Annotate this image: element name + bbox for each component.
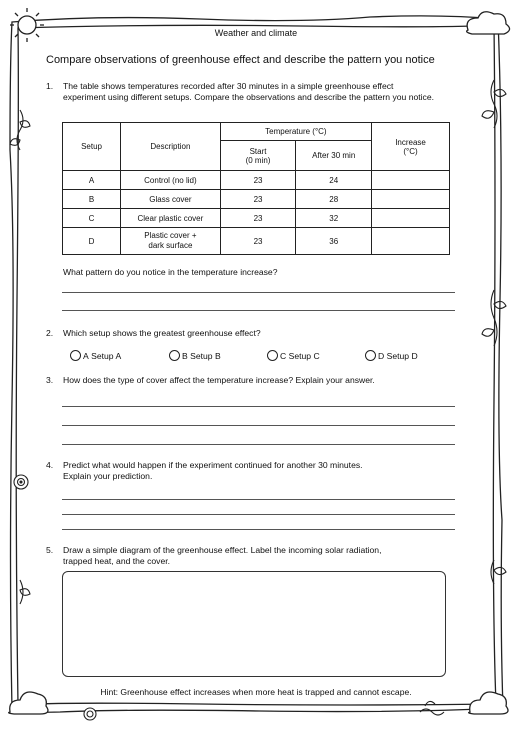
option-letter: D bbox=[378, 350, 385, 361]
header-increase: Increase (°C) bbox=[372, 123, 450, 171]
start-temp-cell: 23 bbox=[220, 228, 296, 255]
option-letter: B bbox=[182, 350, 188, 361]
question-number: 5. bbox=[46, 545, 54, 555]
question-number: 4. bbox=[46, 460, 54, 470]
question-text: The table shows temperatures recorded after 30 minutes in a simple greenhouse effect experiment using different setups. Compare the observations and describe the pattern you notice. bbox=[63, 81, 435, 103]
option-a[interactable] bbox=[70, 350, 121, 361]
description-cell: Glass cover bbox=[121, 190, 221, 209]
after-temp-cell: 32 bbox=[296, 209, 372, 228]
header-after: After 30 min bbox=[296, 141, 372, 171]
table-row bbox=[63, 228, 450, 255]
after-temp-cell: 36 bbox=[296, 228, 372, 255]
answer-line[interactable] bbox=[62, 425, 455, 426]
question-number: 2. bbox=[46, 328, 54, 338]
increase-cell[interactable] bbox=[372, 171, 450, 190]
option-label: Setup A bbox=[91, 350, 122, 361]
after-temp-cell: 24 bbox=[296, 171, 372, 190]
start-temp-cell: 23 bbox=[220, 190, 296, 209]
table-row bbox=[63, 209, 450, 228]
setup-cell: B bbox=[63, 190, 121, 209]
answer-line[interactable] bbox=[62, 292, 455, 293]
header-description: Description bbox=[121, 123, 221, 171]
question-number: 3. bbox=[46, 375, 54, 385]
option-d[interactable] bbox=[365, 350, 418, 361]
question-number: 1. bbox=[46, 81, 54, 91]
page-header: Weather and climate bbox=[214, 28, 298, 38]
temperature-table bbox=[62, 122, 450, 255]
followup-question: What pattern do you notice in the temperature increase? bbox=[63, 267, 278, 277]
answer-line[interactable] bbox=[62, 406, 455, 407]
header-setup: Setup bbox=[63, 123, 121, 171]
start-temp-cell: 23 bbox=[220, 209, 296, 228]
option-letter: A bbox=[83, 350, 89, 361]
option-letter: C bbox=[280, 350, 287, 361]
start-temp-cell: 23 bbox=[220, 171, 296, 190]
option-c[interactable] bbox=[267, 350, 320, 361]
radio-circle-icon[interactable] bbox=[169, 350, 180, 361]
increase-cell[interactable] bbox=[372, 190, 450, 209]
increase-cell[interactable] bbox=[372, 209, 450, 228]
radio-circle-icon[interactable] bbox=[365, 350, 376, 361]
table-row bbox=[63, 190, 450, 209]
radio-circle-icon[interactable] bbox=[267, 350, 278, 361]
question-text: Which setup shows the greatest greenhouse effect? bbox=[63, 328, 261, 338]
setup-cell: A bbox=[63, 171, 121, 190]
description-cell: Control (no lid) bbox=[121, 171, 221, 190]
description-cell: Plastic cover + dark surface bbox=[121, 228, 221, 255]
question-text: How does the type of cover affect the temperature increase? Explain your answer. bbox=[63, 375, 375, 385]
setup-cell: D bbox=[63, 228, 121, 255]
description-cell: Clear plastic cover bbox=[121, 209, 221, 228]
drawing-area[interactable] bbox=[62, 571, 446, 677]
table-row bbox=[63, 171, 450, 190]
option-label: Setup D bbox=[386, 350, 418, 361]
answer-line[interactable] bbox=[62, 529, 455, 530]
worksheet-title: Compare observations of greenhouse effect and describe the pattern you notice bbox=[46, 54, 435, 66]
radio-circle-icon[interactable] bbox=[70, 350, 81, 361]
answer-line[interactable] bbox=[62, 514, 455, 515]
header-temperature: Temperature (°C) bbox=[220, 123, 371, 141]
answer-line[interactable] bbox=[62, 444, 455, 445]
after-temp-cell: 28 bbox=[296, 190, 372, 209]
answer-line[interactable] bbox=[62, 499, 455, 500]
header-start: Start (0 min) bbox=[220, 141, 296, 171]
option-b[interactable] bbox=[169, 350, 221, 361]
answer-line[interactable] bbox=[62, 310, 455, 311]
question-text: Predict what would happen if the experiment continued for another 30 minutes. Explain your prediction. bbox=[63, 460, 363, 482]
increase-cell[interactable] bbox=[372, 228, 450, 255]
question-text: Draw a simple diagram of the greenhouse effect. Label the incoming solar radiation, trapped heat, and the cover. bbox=[63, 545, 382, 567]
setup-cell: C bbox=[63, 209, 121, 228]
hint-text: Hint: Greenhouse effect increases when more heat is trapped and cannot escape. bbox=[100, 687, 412, 697]
option-label: Setup B bbox=[190, 350, 221, 361]
option-label: Setup C bbox=[288, 350, 320, 361]
